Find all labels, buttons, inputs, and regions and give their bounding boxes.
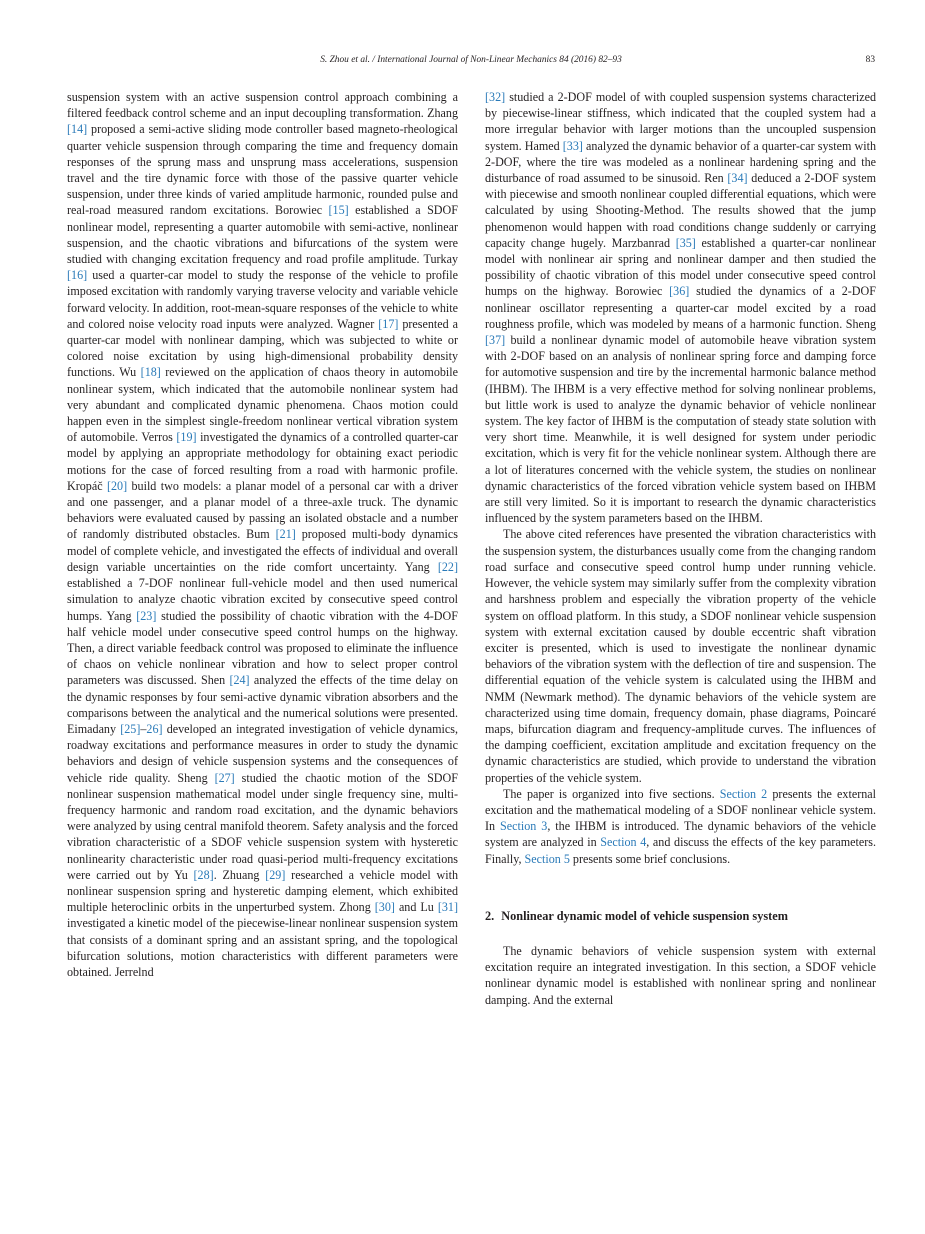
body-paragraph: [32] studied a 2-DOF model of with coupled suspension systems characterized by piecewise-linear stiffness, which indicated that the coupled system had a more irregular behavior with larger motions than the uncoupled suspension system. Hamed [33] analyzed the dynamic behavior of a quarter-car system with 2-DOF, where the tire was modeled as a nonlinear hardening spring and the disturbance of road assumed to be sinusoid. Ren [34] deduced a 2-DOF system with piecewise and smooth nonlinear coupled differential equations, which were calculated by using Shooting-Method. The results showed that the jump phenomenon would happen with road conditions change suddenly or carrying capacity change hugely. Marzbanrad [35] established a quarter-car nonlinear model with nonlinear air spring and nonlinear damper and then studied the possibility of chaotic vibration of this model under consecutive speed control humps on the highway. Borowiec [36] studied the dynamics of a 2-DOF nonlinear oscillator representing a quarter-car model excited by a road roughness profile, which was modeled by means of a harmonic function. Sheng [37] build a nonlinear dynamic model of automobile heave vibration system with 2-DOF based on an analysis of nonlinear spring force and damping force for automotive suspension and tire by the incremental harmonic balance method (IHBM). The IHBM is a very effective method for solving nonlinear problems, but little work is used to analyze the dynamic behavior of vehicle nonlinear system. The key factor of IHBM is the computation of steady state solution with very short time. Meanwhile, it is well designed for system under periodic excitation, which is very fit for the vehicle nonlinear system. Although there are a lot of literatures concerned with the vehicle system, the studies on nonlinear dynamic characteristics of the forced vibration vehicle system based on IHBM are still very limited. So it is important to research the dynamic characteristics influenced by the system parameters based on the IHBM. <box>485 90 876 526</box>
citation-link[interactable]: [27] <box>214 770 235 785</box>
citation-link[interactable]: [18] <box>140 365 161 380</box>
citation-link[interactable]: [19] <box>176 430 197 445</box>
citation-link[interactable]: [36] <box>669 284 690 299</box>
right-column <box>485 89 876 1008</box>
body-paragraph: The dynamic behaviors of vehicle suspension system with external excitation require an integrated investigation. In this section, a SDOF vehicle nonlinear dynamic model is established with nonlinear spring and nonlinear damping. And the external <box>485 943 876 1007</box>
page-number: 83 <box>865 55 875 65</box>
section-title: Nonlinear dynamic model of vehicle suspension system <box>501 908 788 923</box>
citation-link[interactable]: [20] <box>106 478 128 493</box>
citation-link[interactable]: [17] <box>378 316 399 331</box>
citation-link[interactable]: [14] <box>67 122 88 137</box>
citation-link[interactable]: [28] <box>193 867 214 882</box>
section-link[interactable]: Section 4 <box>600 835 647 850</box>
citation-link[interactable]: 26] <box>146 721 163 736</box>
running-head <box>67 55 875 65</box>
citation-link[interactable]: [31] <box>437 900 459 915</box>
section-number: 2. <box>485 908 495 923</box>
citation-link[interactable]: [25] <box>120 721 141 736</box>
citation-link[interactable]: [15] <box>328 203 349 218</box>
citation-link[interactable]: [21] <box>275 527 296 542</box>
citation-link[interactable]: [22] <box>437 559 458 574</box>
citation-link[interactable]: [29] <box>265 867 286 882</box>
citation-link[interactable]: [16] <box>67 268 88 283</box>
body-paragraph: The above cited references have presented the vibration characteristics with the suspension system, the disturbances usually come from the changing random road surface and consecutive speed control hump under running vehicle. However, the vehicle system may similarly suffer from the complexity vibration and harshness problem and especially the vibration property of the vehicle system on offload platform. In this study, a SDOF nonlinear vehicle suspension system with external excitation caused by double eccentric shaft vibration exciter is presented, which is used to investigate the nonlinear dynamic behaviors of the vibration system with the deflection of tire and suspension. The differential equation of the vehicle system is calculated using the IHBM and NMM (Newmark method). The dynamic behaviors of the vehicle system are characterized using time domain, frequency domain, phase diagrams, Poincaré maps, bifurcation diagram and frequency-amplitude curves. The influences of the damping coefficient, excitation amplitude and excitation frequency on the dynamic characteristics are studied, which provide to understand the vibration properties of the vehicle system. <box>485 527 876 785</box>
citation-link[interactable]: [24] <box>229 673 250 688</box>
citation-link[interactable]: [23] <box>136 608 157 623</box>
citation-link[interactable]: [33] <box>562 138 583 153</box>
body-paragraph: suspension system with an active suspension control approach combining a filtered feedback control scheme and an input decoupling transformation. Zhang [14] proposed a semi-active sliding mode controller based magneto-rheological quarter vehicle suspension through comparing the time and frequency domain responses of the sprung mass and unsprung mass accelerations, suspension travel and the tire dynamic force with those of the passive quarter vehicle suspension, under three kinds of varied amplitude harmonic, rounded pulse and real-road measured random excitations. Borowiec [15] established a SDOF nonlinear model, representing a quarter automobile with semi-active, nonlinear suspension, and the chaotic vibrations and bifurcations of the system were studied with changing excitation frequency and road profile amplitude. Turkay [16] used a quarter-car model to study the response of the vehicle to profile imposed excitation with randomly varying traverse velocity and variable vehicle forward velocity. In addition, root-mean-square responses of the vehicle to white and colored noise velocity road inputs were analyzed. Wagner [17] presented a quarter-car model with nonlinear damping, which was subjected to white or colored noise excitation by using high-dimensional probability density functions. Wu [18] reviewed on the application of chaos theory in automobile nonlinear system, which indicated that the automobile nonlinear system had very abundant and complicated dynamic phenomena. Chaos motion could happen even in the simplest single-freedom nonlinear vertical vibration system of automobile. Verros [19] investigated the dynamics of a controlled quarter-car model by applying an appropriate methodology for obtaining exact periodic motions for the case of forced resulting from a road with harmonic profile. Kropáč [20] build two models: a planar model of a personal car with a driver and one passenger, and a planar model of a three-axle truck. The dynamic behaviors were evaluated caused by passing an isolated obstacle and a number of randomly distributed obstacles. Bum [21] proposed multi-body dynamics model of complete vehicle, and investigated the effects of individual and overall design variable uncertainties on the ride comfort uncertainty. Yang [22] established a 7-DOF nonlinear full-vehicle model and then used numerical simulation to analyze chaotic vibration excited by consecutive speed control humps. Yang [23] studied the possibility of chaotic vibration with the 4-DOF half vehicle model under consecutive speed control humps on the highway. Then, a direct variable feedback control was proposed to eliminate the influence of chaos on vehicle nonlinear vibration and how to select proper control parameters was discussed. Shen [24] analyzed the effects of the time delay on the dynamic responses by four semi-active dynamic vibration absorbers and the comparisons between the analytical and the numerical solutions were presented. Eimadany [25]–26] developed an integrated investigation of vehicle dynamics, roadway excitations and performance measures in order to study the dynamic behaviors and design of vehicle suspension systems and the consequences of vehicle ride quality. Sheng [27] studied the chaotic motion of the SDOF nonlinear suspension mathematical model under single frequency sine, multi-frequency harmonic and random road excitation, and the dynamic behaviors were analyzed by using central manifold theorem. Safety analysis and the forced vibration characteristic of a SDOF vehicle suspension system with hysteretic nonlinearity characteristic under road quasi-period multi-frequency excitations were carried out by Yu [28]. Zhuang [29] researched a vehicle model with nonlinear suspension spring and hysteretic damping element, which exhibited multiple heteroclinic orbits in the unperturbed system. Zhong [30] and Lu [31] investigated a kinetic model of the piecewise-linear nonlinear suspension system that consists of a dominant spring and an assistant spring, and the topological bifurcation solutions, motion characteristics with different parameters were obtained. Jerrelnd <box>67 90 459 979</box>
section-link[interactable]: Section 2 <box>719 786 768 801</box>
citation-link[interactable]: [34] <box>727 171 748 186</box>
citation-link[interactable]: [32] <box>485 90 506 104</box>
section-heading <box>485 908 876 924</box>
left-column <box>67 89 458 980</box>
running-title: S. Zhou et al. / International Journal of Non-Linear Mechanics 84 (2016) 82–93 <box>320 55 622 65</box>
citation-link[interactable]: [37] <box>485 333 506 348</box>
body-paragraph: The paper is organized into five sections. Section 2 presents the external excitation and the mathematical modeling of a SDOF nonlinear vehicle system. In Section 3, the IHBM is introduced. The dynamic behaviors of the vehicle system are analyzed in Section 4, and discuss the effects of the key parameters. Finally, Section 5 presents some brief conclusions. <box>485 786 876 866</box>
section-link[interactable]: Section 3 <box>500 819 548 834</box>
citation-link[interactable]: [30] <box>374 900 395 915</box>
section-link[interactable]: Section 5 <box>524 851 570 866</box>
citation-link[interactable]: [35] <box>675 235 696 250</box>
